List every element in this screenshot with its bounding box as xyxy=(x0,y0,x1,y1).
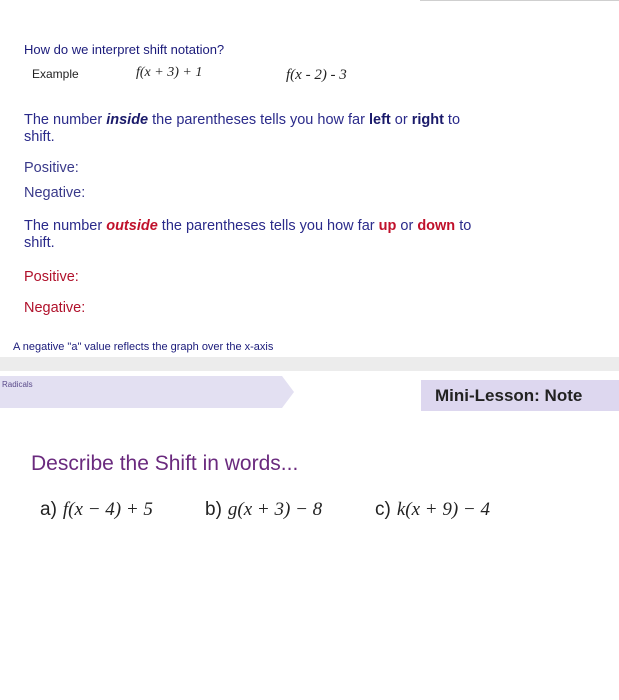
section-chevron[interactable] xyxy=(0,376,282,408)
problem-a xyxy=(40,499,153,521)
inside-text-2: the parentheses tells you how far xyxy=(148,112,369,128)
reflection-note: A negative "a" value reflects the graph over the x-axis xyxy=(13,341,274,353)
top-rule xyxy=(420,0,619,1)
section-heading: How do we interpret shift notation? xyxy=(24,42,225,57)
left-keyword: left xyxy=(368,112,391,128)
right-keyword: right xyxy=(411,112,444,128)
describe-heading: Describe the Shift in words... xyxy=(31,452,299,475)
outside-positive-label: Positive: xyxy=(24,269,79,285)
problem-b-label: b) xyxy=(205,499,222,520)
inside-text-1: The number xyxy=(24,112,107,128)
down-keyword: down xyxy=(417,218,456,234)
outside-text-4: to shift. xyxy=(24,218,472,251)
problem-b-expression: g(x + 3) − 8 xyxy=(227,499,323,520)
problem-c-expression: k(x + 9) − 4 xyxy=(396,499,490,520)
problem-c xyxy=(375,499,490,521)
outside-text-1: The number xyxy=(24,218,107,234)
inside-positive-label: Positive: xyxy=(24,160,79,176)
up-keyword: up xyxy=(378,218,397,234)
inside-rule-paragraph xyxy=(24,112,494,146)
problem-a-label: a) xyxy=(40,499,57,520)
problem-b xyxy=(205,499,322,521)
example-expression-1: f(x + 3) + 1 xyxy=(136,65,203,80)
inside-negative-label: Negative: xyxy=(24,185,86,201)
problem-a-expression: f(x − 4) + 5 xyxy=(62,499,153,520)
section-chevron-label: Radicals xyxy=(2,380,33,389)
outside-text-3: or xyxy=(396,218,418,234)
inside-text-4: to shift. xyxy=(24,112,461,145)
slide-divider xyxy=(0,357,619,371)
outside-negative-label: Negative: xyxy=(24,300,86,316)
outside-rule-paragraph xyxy=(24,218,494,252)
inside-text-3: or xyxy=(390,112,412,128)
outside-keyword: outside xyxy=(106,218,158,234)
inside-keyword: inside xyxy=(106,112,149,128)
problem-c-label: c) xyxy=(375,499,391,520)
outside-text-2: the parentheses tells you how far xyxy=(157,218,379,234)
mini-lesson-banner: Mini-Lesson: Note xyxy=(421,380,619,411)
example-label: Example xyxy=(32,67,79,81)
example-expression-2: f(x - 2) - 3 xyxy=(286,67,347,83)
